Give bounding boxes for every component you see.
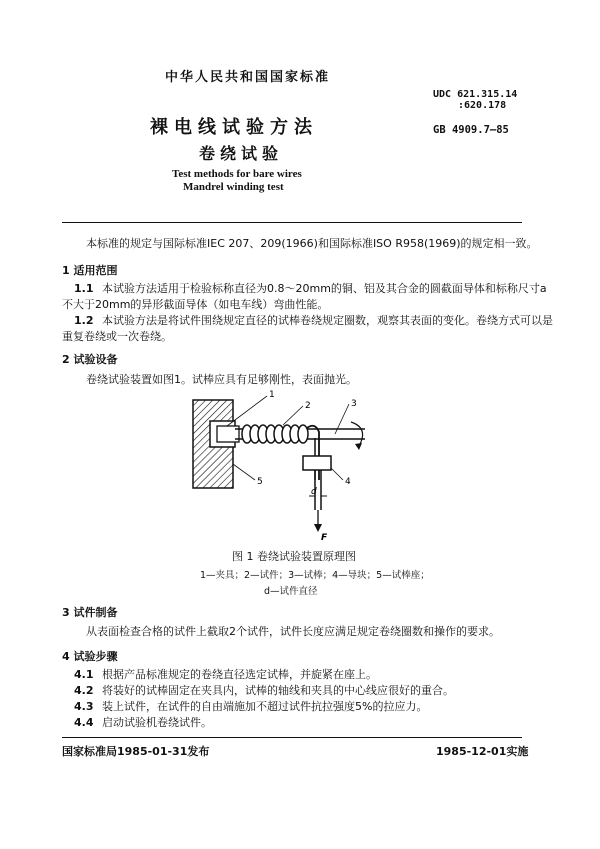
rotation-arrow [351,422,363,446]
label-force: F [321,533,328,543]
udc-code-line1: UDC 621.315.14 [433,89,518,100]
intro-text: 本标准的规定与国际标准IEC 207、209(1966)和国际标准ISO R958(1969)的规定相一致。 [86,237,538,250]
item-number: 4.2 [74,684,94,697]
figure-caption: 图 1 卷绕试验装置原理图 [232,550,356,563]
item-text: 根据产品标准规定的卷绕直径选定试棒，并旋紧在座上。 [102,668,377,681]
effective-date: 1985-12-01实施 [436,745,529,758]
title-chinese-main: 裸电线试验方法 [150,117,318,138]
issue-date: 国家标准局1985-01-31发布 [62,745,210,758]
label-4: 4 [345,477,351,487]
rotation-arrow-head [355,443,362,450]
section-4-item [74,683,454,699]
standard-number: GB 4909.7—85 [433,124,509,136]
section-2-heading: 2 试验设备 [62,353,118,366]
section-3-text: 从表面检查合格的试件上截取2个试件，试件长度应满足规定卷绕圈数和操作的要求。 [86,625,500,638]
item-number: 1.2 [74,314,94,327]
label-5: 5 [257,477,263,487]
label-3: 3 [351,399,357,409]
winding-apparatus-diagram [175,388,395,543]
title-english-main: Test methods for bare wires [172,168,302,180]
figure-legend: 1—夹具；2—试件；3—试棒；4—导块；5—试棒座； [200,570,430,581]
label-1: 1 [269,390,275,400]
section-4-item [74,699,427,715]
udc-code-line2: :620.178 [458,100,507,111]
label-diameter: d [311,487,317,497]
section-1-item-cont: 重复卷绕或一次卷绕。 [62,330,172,343]
section-4-heading: 4 试验步骤 [62,650,118,663]
title-english-sub: Mandrel winding test [183,181,284,193]
section-4-item [74,715,212,731]
item-number: 1.1 [74,282,94,295]
item-number: 4.3 [74,700,94,713]
leader-5 [233,464,255,480]
footer-rule [62,737,522,738]
section-2-text: 卷绕试验装置如图1。试棒应具有足够刚性，表面抛光。 [86,373,357,386]
item-text: 本试验方法适用于检验标称直径为0.8～20mm的铜、铝及其合金的圆截面导体和标称尺寸a [102,282,547,295]
item-text: 启动试验机卷绕试件。 [102,716,212,729]
guide-block [303,456,331,470]
item-text: 装上试件，在试件的自由端施加不超过试件抗拉强度5%的拉应力。 [102,700,428,713]
force-arrow-head [314,524,322,532]
issuing-authority: 中华人民共和国国家标准 [165,70,331,85]
title-chinese-sub: 卷绕试验 [199,144,284,163]
header-rule [62,222,522,223]
section-4-item [74,667,377,683]
section-1-item [74,313,553,329]
section-1-heading: 1 适用范围 [62,264,118,277]
specimen-free-end [307,426,319,480]
item-number: 4.1 [74,668,94,681]
figure-legend-2: d—试件直径 [264,586,318,597]
leader-4 [331,468,343,480]
section-1-item [74,281,547,297]
item-number: 4.4 [74,716,94,729]
specimen-coil [242,425,308,443]
item-text: 将装好的试棒固定在夹具内，试棒的轴线和夹具的中心线应很好的重合。 [102,684,454,697]
item-text: 本试验方法是将试件围绕规定直径的试棒卷绕规定圈数，观察其表面的变化。卷绕方式可以是 [102,314,553,327]
section-1-item-cont: 不大于20mm的异形截面导体（如电车线）弯曲性能。 [62,298,329,311]
leader-2 [283,406,303,425]
label-2: 2 [305,401,311,411]
section-3-heading: 3 试件制备 [62,606,118,619]
